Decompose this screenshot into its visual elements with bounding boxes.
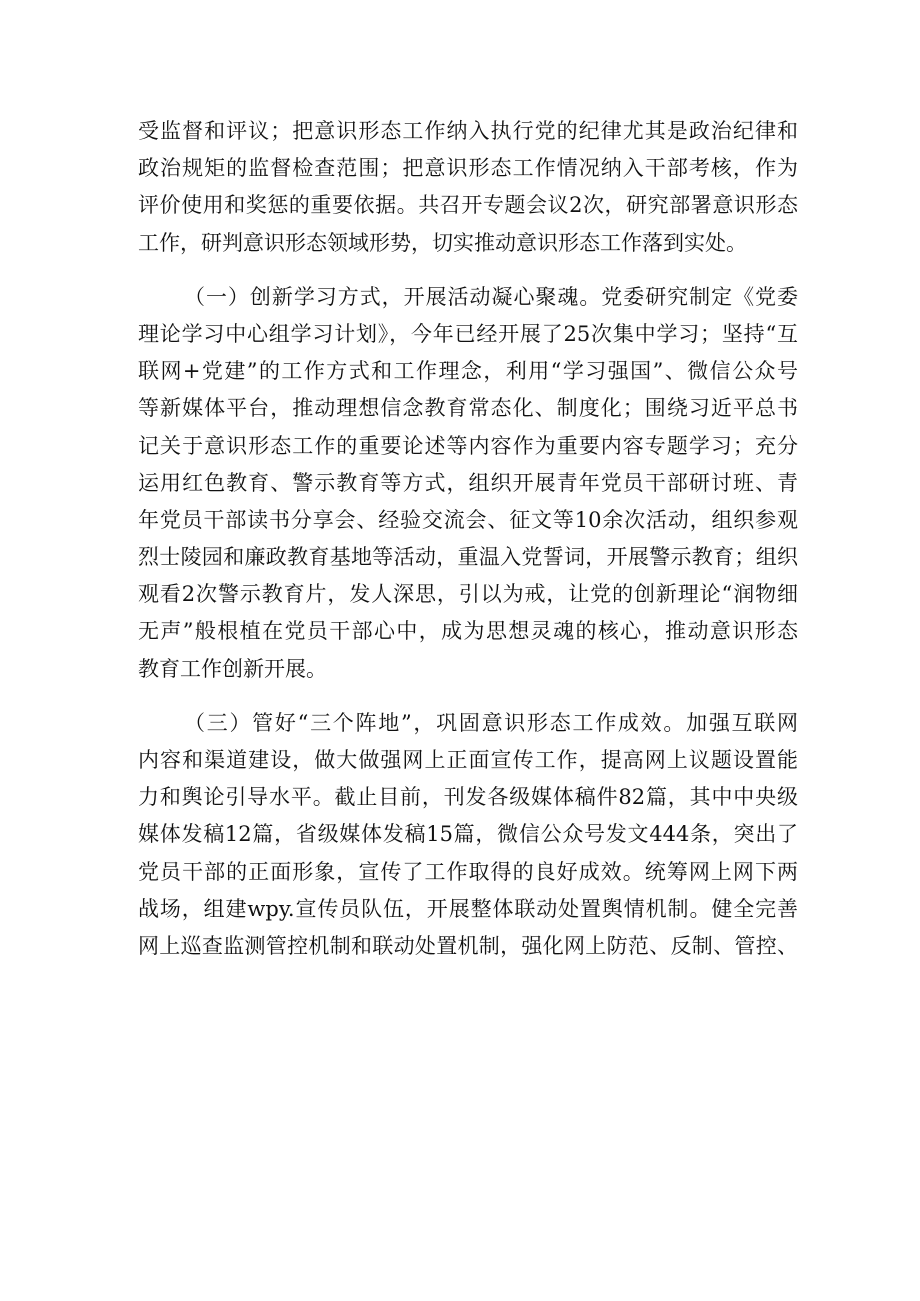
text-line: 烈士陵园和廉政教育基地等活动，重温入党誓词，开展警示教育；组织 bbox=[138, 545, 798, 570]
text-line: 联网+党建”的工作方式和工作理念，利用“学习强国”、微信公众号 bbox=[138, 359, 798, 384]
text-line: 网上巡查监测管控机制和联动处置机制，强化网上防范、反制、管控、 bbox=[138, 933, 798, 958]
document-body bbox=[138, 113, 798, 965]
text-line: （一）创新学习方式，开展活动凝心聚魂。党委研究制定《党委 bbox=[184, 284, 798, 309]
text-line: 等新媒体平台，推动理想信念教育常态化、制度化；围绕习近平总书 bbox=[138, 396, 798, 421]
text-line: 评价使用和奖惩的重要依据。共召开专题会议2次，研究部署意识形态 bbox=[138, 193, 798, 218]
text-line: 媒体发稿12篇，省级媒体发稿15篇，微信公众号发文444条，突出了 bbox=[138, 822, 798, 847]
paragraph-gap bbox=[138, 688, 798, 705]
text-line: 记关于意识形态工作的重要论述等内容作为重要内容专题学习；充分 bbox=[138, 433, 798, 458]
text-line: 运用红色教育、警示教育等方式，组织开展青年党员干部研讨班、青 bbox=[138, 470, 798, 495]
text-line: 力和舆论引导水平。截止目前，刊发各级媒体稿件82篇，其中中央级 bbox=[138, 785, 798, 810]
text-line: 战场，组建wpy.宣传员队伍，开展整体联动处置舆情机制。健全完善 bbox=[138, 896, 798, 921]
text-line: 无声”般根植在党员干部心中，成为思想灵魂的核心，推动意识形态 bbox=[138, 619, 798, 644]
text-line: 观看2次警示教育片，发人深思，引以为戒，让党的创新理论“润物细 bbox=[138, 582, 798, 607]
text-line: 内容和渠道建设，做大做强网上正面宣传工作，提高网上议题设置能 bbox=[138, 748, 798, 772]
text-line: 教育工作创新开展。 bbox=[138, 656, 327, 681]
text-line: 年党员干部读书分享会、经验交流会、征文等10余次活动，组织参观 bbox=[138, 507, 798, 532]
text-line: 受监督和评议；把意识形态工作纳入执行党的纪律尤其是政治纪律和 bbox=[138, 119, 798, 143]
text-line: 理论学习中心组学习计划》，今年已经开展了25次集中学习；坚持“互 bbox=[138, 321, 798, 346]
paragraph-gap bbox=[138, 262, 798, 279]
text-line: 党员干部的正面形象，宣传了工作取得的良好成效。统筹网上网下两 bbox=[138, 859, 798, 884]
paragraph-3 bbox=[138, 705, 798, 965]
paragraph-2 bbox=[138, 279, 798, 688]
text-line: 工作，研判意识形态领域形势，切实推动意识形态工作落到实处。 bbox=[138, 230, 747, 255]
text-line: （三）管好“三个阵地”，巩固意识形态工作成效。加强互联网 bbox=[184, 710, 798, 735]
text-line: 政治规矩的监督检查范围；把意识形态工作情况纳入干部考核，作为 bbox=[138, 156, 798, 181]
paragraph-1 bbox=[138, 113, 798, 262]
